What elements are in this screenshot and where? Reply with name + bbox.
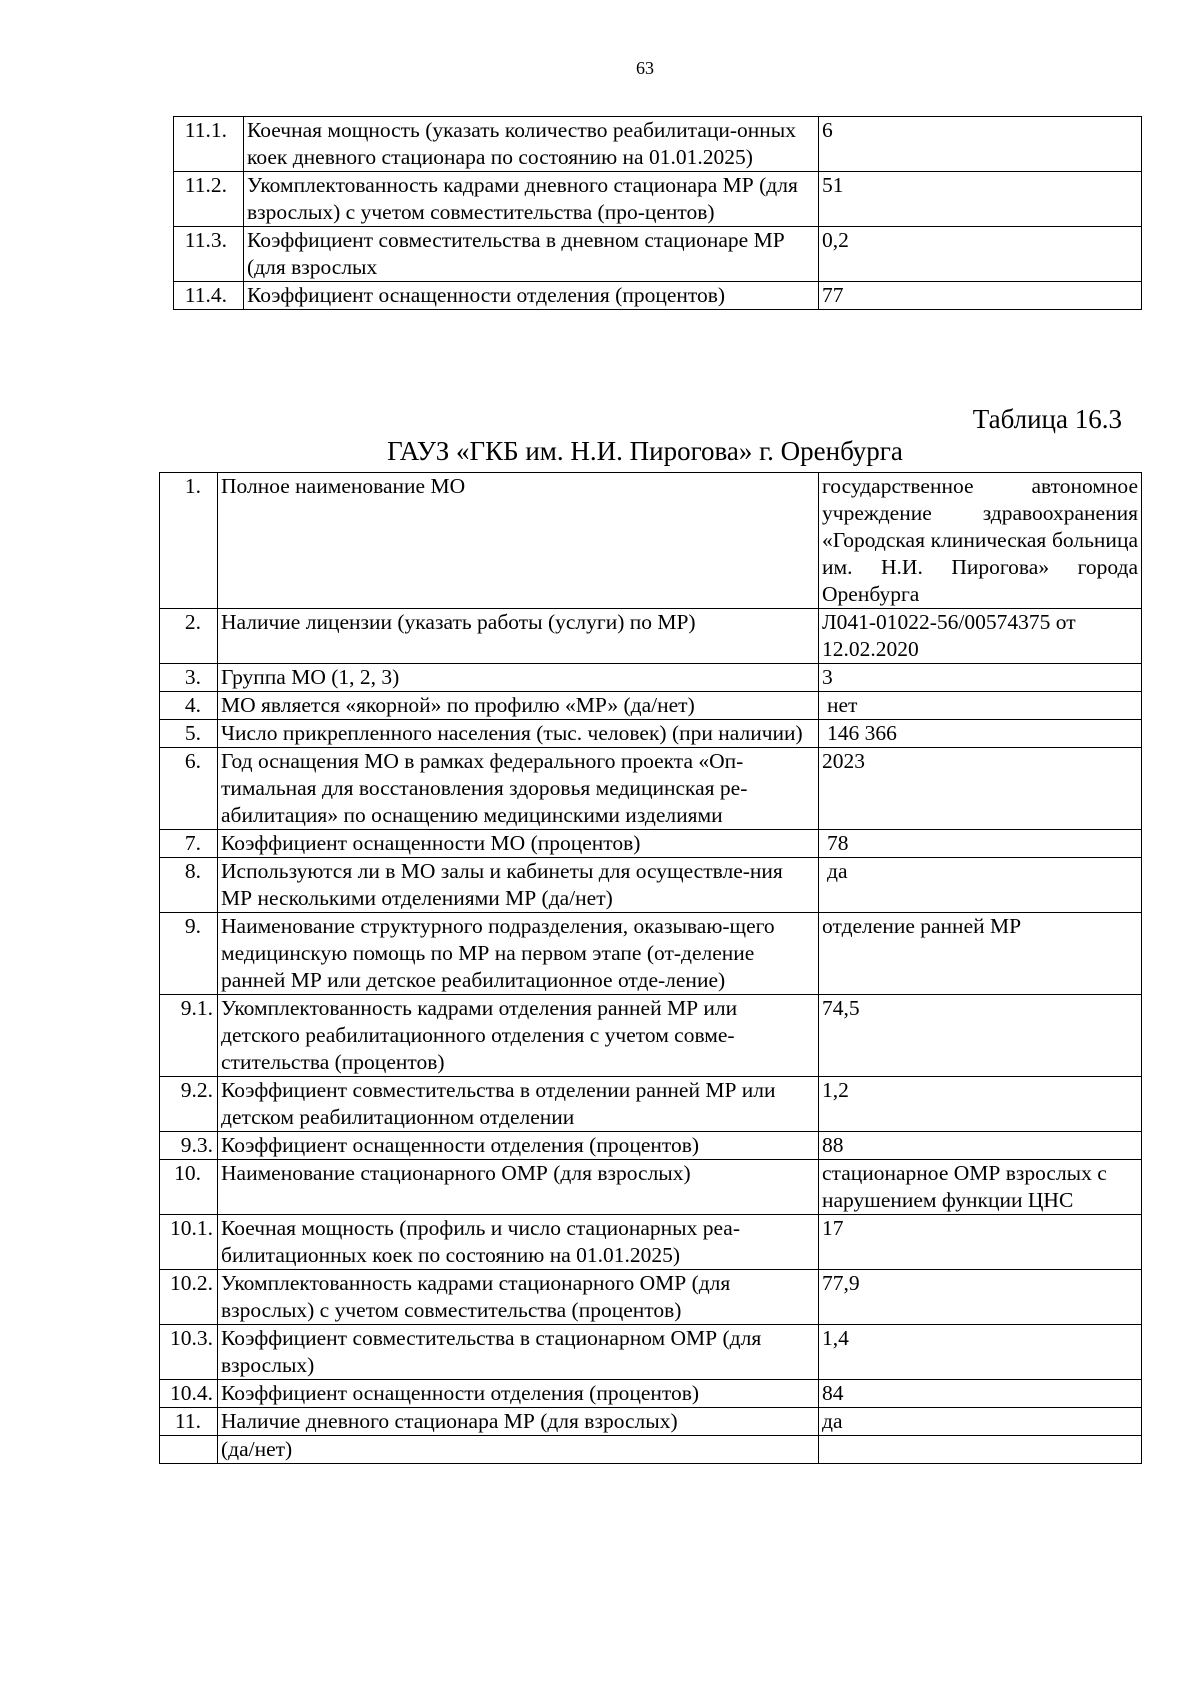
table-row <box>160 609 1142 664</box>
row-value: нет <box>819 692 1142 720</box>
row-number: 5. <box>160 720 218 748</box>
table-row <box>160 1132 1142 1160</box>
row-value: стационарное ОМР взрослых с нарушением функции ЦНС <box>819 1160 1142 1215</box>
table-row <box>160 692 1142 720</box>
table-row <box>160 1408 1142 1436</box>
table-row <box>160 1215 1142 1270</box>
row-description: Коечная мощность (профиль и число стационарных реа-билитационных коек по состоянию на 01.01.2025) <box>218 1215 819 1270</box>
row-number: 10.2. <box>160 1270 218 1325</box>
row-number: 10.4. <box>160 1380 218 1408</box>
row-description: Используются ли в МО залы и кабинеты для осуществле-ния МР несколькими отделениями МР (да/нет) <box>218 858 819 913</box>
row-description: Коэффициент совместительства в стационарном ОМР (для взрослых) <box>218 1325 819 1380</box>
table-row <box>160 913 1142 995</box>
row-number: 3. <box>160 664 218 692</box>
table-row <box>160 473 1142 609</box>
row-value: 2023 <box>819 748 1142 830</box>
row-number: 10.1. <box>160 1215 218 1270</box>
row-number: 11. <box>160 1408 218 1436</box>
row-value: государственное автономное учреждение здравоохранения «Городская клиническая больница им. Н.И. Пирогова» города Оренбурга <box>819 473 1142 609</box>
row-description: МО является «якорной» по профилю «МР» (да/нет) <box>218 692 819 720</box>
table-continued <box>173 116 1142 310</box>
row-value: 6 <box>819 117 1142 172</box>
row-description: Полное наименование МО <box>218 473 819 609</box>
row-value: 3 <box>819 664 1142 692</box>
table-row <box>160 748 1142 830</box>
row-description: Коэффициент оснащенности МО (процентов) <box>218 830 819 858</box>
row-number: 7. <box>160 830 218 858</box>
table-organization-info <box>159 472 1142 1464</box>
row-number: 4. <box>160 692 218 720</box>
row-description: Коэффициент совместительства в дневном стационаре МР (для взрослых <box>244 227 819 282</box>
table-row <box>160 1380 1142 1408</box>
table-row <box>160 664 1142 692</box>
row-value: 1,2 <box>819 1077 1142 1132</box>
row-number: 9.3. <box>160 1132 218 1160</box>
row-value: 1,4 <box>819 1325 1142 1380</box>
table-row <box>160 720 1142 748</box>
row-value <box>819 1436 1142 1464</box>
table-row <box>160 1270 1142 1325</box>
row-description: Укомплектованность кадрами дневного стационара МР (для взрослых) с учетом совместительства (про-центов) <box>244 172 819 227</box>
row-number: 10. <box>160 1160 218 1215</box>
table-label: Таблица 16.3 <box>972 404 1122 434</box>
row-number: 9.1. <box>160 995 218 1077</box>
row-number: 6. <box>160 748 218 830</box>
table-row <box>174 117 1142 172</box>
row-description: (да/нет) <box>218 1436 819 1464</box>
row-value: Л041-01022-56/00574375 от 12.02.2020 <box>819 609 1142 664</box>
row-description: Наличие дневного стационара МР (для взрослых) <box>218 1408 819 1436</box>
table-row <box>160 1325 1142 1380</box>
row-number: 9. <box>160 913 218 995</box>
table-row <box>174 227 1142 282</box>
row-value: 77,9 <box>819 1270 1142 1325</box>
row-description: Группа МО (1, 2, 3) <box>218 664 819 692</box>
row-value: 84 <box>819 1380 1142 1408</box>
table-row <box>174 282 1142 310</box>
row-number <box>160 1436 218 1464</box>
row-number: 10.3. <box>160 1325 218 1380</box>
row-description: Год оснащения МО в рамках федерального проекта «Оп-тимальная для восстановления здоровья медицинская ре-абилитация» по оснащению медицинскими изделиями <box>218 748 819 830</box>
row-number: 8. <box>160 858 218 913</box>
row-value: 0,2 <box>819 227 1142 282</box>
table-row <box>174 172 1142 227</box>
row-value: 74,5 <box>819 995 1142 1077</box>
row-description: Число прикрепленного населения (тыс. человек) (при наличии) <box>218 720 819 748</box>
row-number: 11.1. <box>174 117 244 172</box>
row-description: Коечная мощность (указать количество реабилитаци-онных коек дневного стационара по состоянию на 01.01.2025) <box>244 117 819 172</box>
row-number: 11.3. <box>174 227 244 282</box>
row-value: 88 <box>819 1132 1142 1160</box>
row-value: 78 <box>819 830 1142 858</box>
row-value: 17 <box>819 1215 1142 1270</box>
row-description: Наименование структурного подразделения, оказываю-щего медицинскую помощь по МР на первом этапе (от-деление ранней МР или детское реабилитационное отде-ление) <box>218 913 819 995</box>
row-description: Укомплектованность кадрами стационарного ОМР (для взрослых) с учетом совместительства (процентов) <box>218 1270 819 1325</box>
row-description: Наличие лицензии (указать работы (услуги) по МР) <box>218 609 819 664</box>
row-number: 11.2. <box>174 172 244 227</box>
row-value: 146 366 <box>819 720 1142 748</box>
row-value: да <box>819 858 1142 913</box>
table-row <box>160 1160 1142 1215</box>
row-value: 51 <box>819 172 1142 227</box>
row-description: Коэффициент совместительства в отделении ранней МР или детском реабилитационном отделении <box>218 1077 819 1132</box>
row-description: Коэффициент оснащенности отделения (процентов) <box>218 1132 819 1160</box>
table-row <box>160 830 1142 858</box>
row-description: Коэффициент оснащенности отделения (процентов) <box>218 1380 819 1408</box>
row-number: 11.4. <box>174 282 244 310</box>
table-title: ГАУЗ «ГКБ им. Н.И. Пирогова» г. Оренбурга <box>387 436 903 466</box>
row-description: Наименование стационарного ОМР (для взрослых) <box>218 1160 819 1215</box>
row-value: 77 <box>819 282 1142 310</box>
table-row <box>160 858 1142 913</box>
table-row <box>160 1077 1142 1132</box>
row-number: 2. <box>160 609 218 664</box>
row-number: 1. <box>160 473 218 609</box>
table-row <box>160 995 1142 1077</box>
page-number: 63 <box>636 58 654 78</box>
row-description: Коэффициент оснащенности отделения (процентов) <box>244 282 819 310</box>
row-description: Укомплектованность кадрами отделения ранней МР или детского реабилитационного отделения с учетом совме-стительства (процентов) <box>218 995 819 1077</box>
row-value: да <box>819 1408 1142 1436</box>
row-number: 9.2. <box>160 1077 218 1132</box>
row-value: отделение ранней МР <box>819 913 1142 995</box>
table-row <box>160 1436 1142 1464</box>
